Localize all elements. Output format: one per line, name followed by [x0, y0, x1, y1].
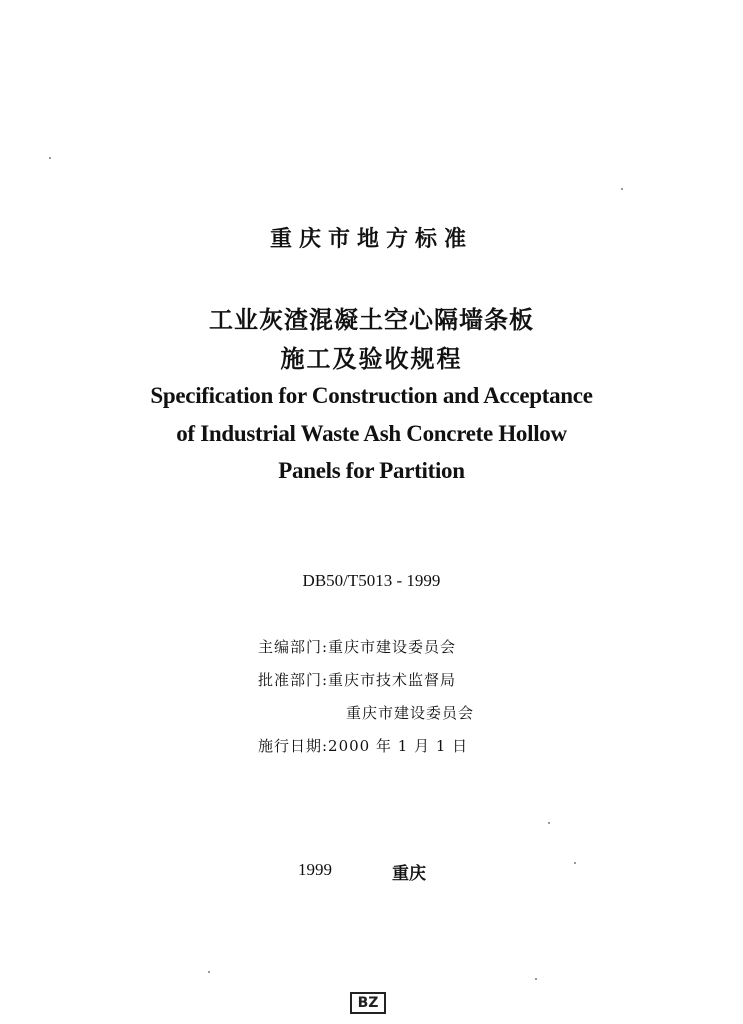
scan-speck — [535, 978, 537, 980]
scan-speck — [548, 822, 550, 824]
scan-speck — [208, 971, 210, 973]
title-english-line-1: Specification for Construction and Acceptance — [150, 383, 593, 408]
title-english-line-2: of Industrial Waste Ash Concrete Hollow — [176, 421, 567, 446]
scan-speck — [49, 157, 51, 159]
publisher-logo: BZ — [350, 992, 386, 1014]
standard-series-heading: 重庆市地方标准 — [269, 227, 473, 252]
title-english-line-3: Panels for Partition — [278, 458, 465, 483]
publication-year: 1999 — [298, 860, 332, 879]
title-chinese-line-2: 施工及验收规程 — [280, 345, 463, 373]
approval-department: 批准部门:重庆市技术监督局 — [258, 671, 457, 689]
approval-department-second: 重庆市建设委员会 — [346, 704, 475, 722]
publication-city: 重庆 — [392, 864, 426, 884]
standard-code: DB50/T5013 - 1999 — [302, 571, 441, 590]
scan-speck — [621, 188, 623, 190]
title-chinese-line-1: 工业灰渣混凝土空心隔墙条板 — [209, 306, 534, 334]
chief-editor-department: 主编部门:重庆市建设委员会 — [258, 638, 457, 656]
effective-date: 施行日期:2000 年 1 月 1 日 — [258, 737, 469, 755]
scan-speck — [574, 862, 576, 864]
